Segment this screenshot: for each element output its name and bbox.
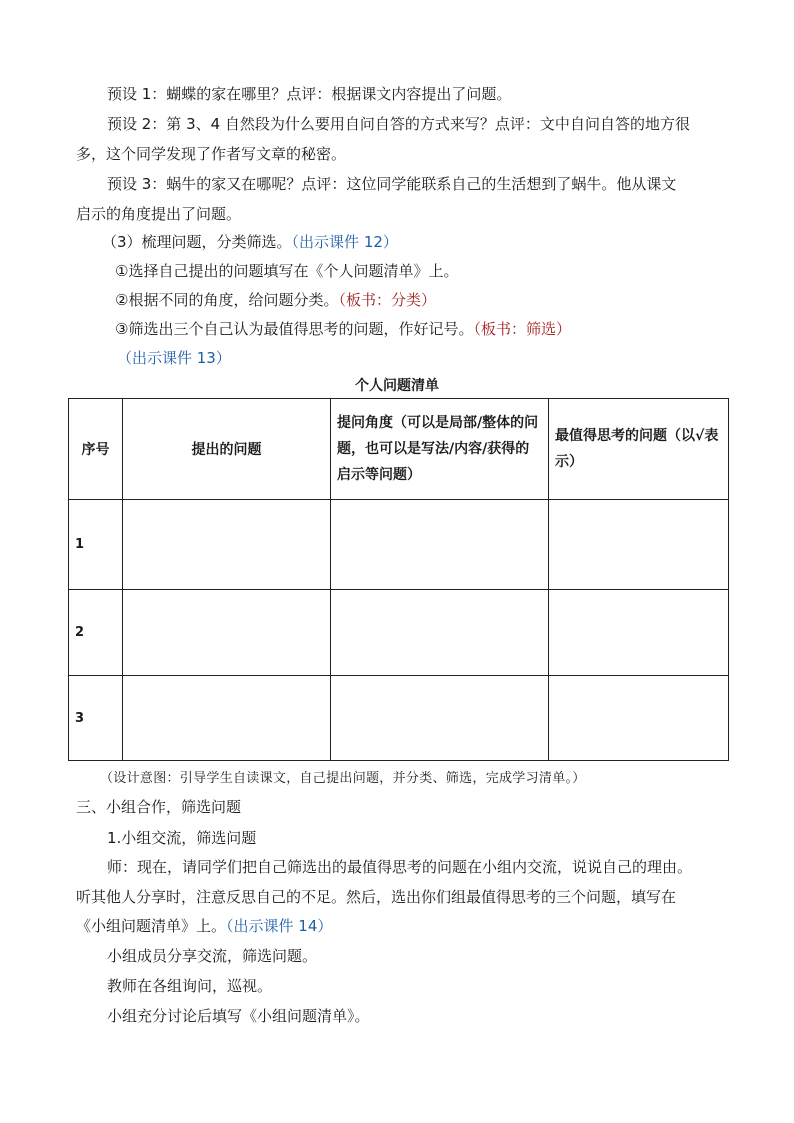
courseware-link-12: （出示课件 12） [291,233,398,251]
section-3-sub-1: 1.小组交流，筛选问题 [107,829,257,847]
preset-3-line-1: 预设 3：蜗牛的家又在哪呢？点评：这位同学能联系自己的生活想到了蜗牛。他从课文 [107,175,677,193]
group-share-line: 小组成员分享交流，筛选问题。 [107,947,318,965]
row-index: 1 [69,500,123,590]
table-header-row [69,399,729,500]
table-row [69,500,729,590]
question-cell[interactable] [123,676,331,761]
table-caption: 个人问题清单 [355,378,439,394]
group-fill-line: 小组充分讨论后填写《小组问题清单》。 [107,1007,370,1025]
step-3-text: （3）梳理问题，分类筛选。 [102,233,292,251]
teacher-line-3-text: 《小组问题清单》上。 [76,917,227,935]
question-cell[interactable] [123,590,331,676]
angle-cell[interactable] [331,590,549,676]
board-note-filter: （板书：筛选） [473,320,571,338]
personal-question-table [68,398,729,761]
header-question: 提出的问题 [123,399,331,500]
angle-cell[interactable] [331,500,549,590]
step-item-1: ①选择自己提出的问题填写在《个人问题清单》上。 [115,262,459,280]
row-index: 3 [69,676,123,761]
section-3-heading: 三、小组合作，筛选问题 [76,798,242,816]
header-best: 最值得思考的问题（以√表示） [549,399,729,500]
best-cell[interactable] [549,500,729,590]
preset-1: 预设 1：蝴蝶的家在哪里？点评：根据课文内容提出了问题。 [107,85,512,103]
angle-cell[interactable] [331,676,549,761]
design-intent-note: （设计意图：引导学生自读课文，自己提出问题，并分类、筛选，完成学习清单。） [100,771,586,786]
teacher-line-3 [76,916,332,936]
teacher-patrol-line: 教师在各组询问，巡视。 [107,977,273,995]
best-cell[interactable] [549,676,729,761]
courseware-link-14: （出示课件 14） [226,917,333,935]
step-item-2 [115,290,436,310]
courseware-link-13: （出示课件 13） [117,349,231,367]
preset-3-line-2: 启示的角度提出了问题。 [76,205,242,223]
teacher-line-2: 听其他人分享时，注意反思自己的不足。然后，选出你们组最值得思考的三个问题，填写在 [76,888,677,906]
best-cell[interactable] [549,590,729,676]
table-row [69,590,729,676]
preset-2-line-1: 预设 2：第 3、4 自然段为什么要用自问自答的方式来写？点评：文中自问自答的地方很 [107,115,690,133]
preset-2-line-2: 多，这个同学发现了作者写文章的秘密。 [76,145,347,163]
teacher-line-1: 师：现在，请同学们把自己筛选出的最值得思考的问题在小组内交流，说说自己的理由。 [107,858,693,876]
row-index: 2 [69,590,123,676]
step-3 [102,232,398,252]
table-row [69,676,729,761]
header-index: 序号 [69,399,123,500]
step-item-3 [115,319,571,339]
step-item-2-text: ②根据不同的角度，给问题分类。 [115,291,339,309]
board-note-classify: （板书：分类） [338,291,436,309]
step-item-3-text: ③筛选出三个自己认为最值得思考的问题，作好记号。 [115,320,474,338]
question-cell[interactable] [123,500,331,590]
header-angle: 提问角度（可以是局部/整体的问题，也可以是写法/内容/获得的启示等问题） [331,399,549,500]
